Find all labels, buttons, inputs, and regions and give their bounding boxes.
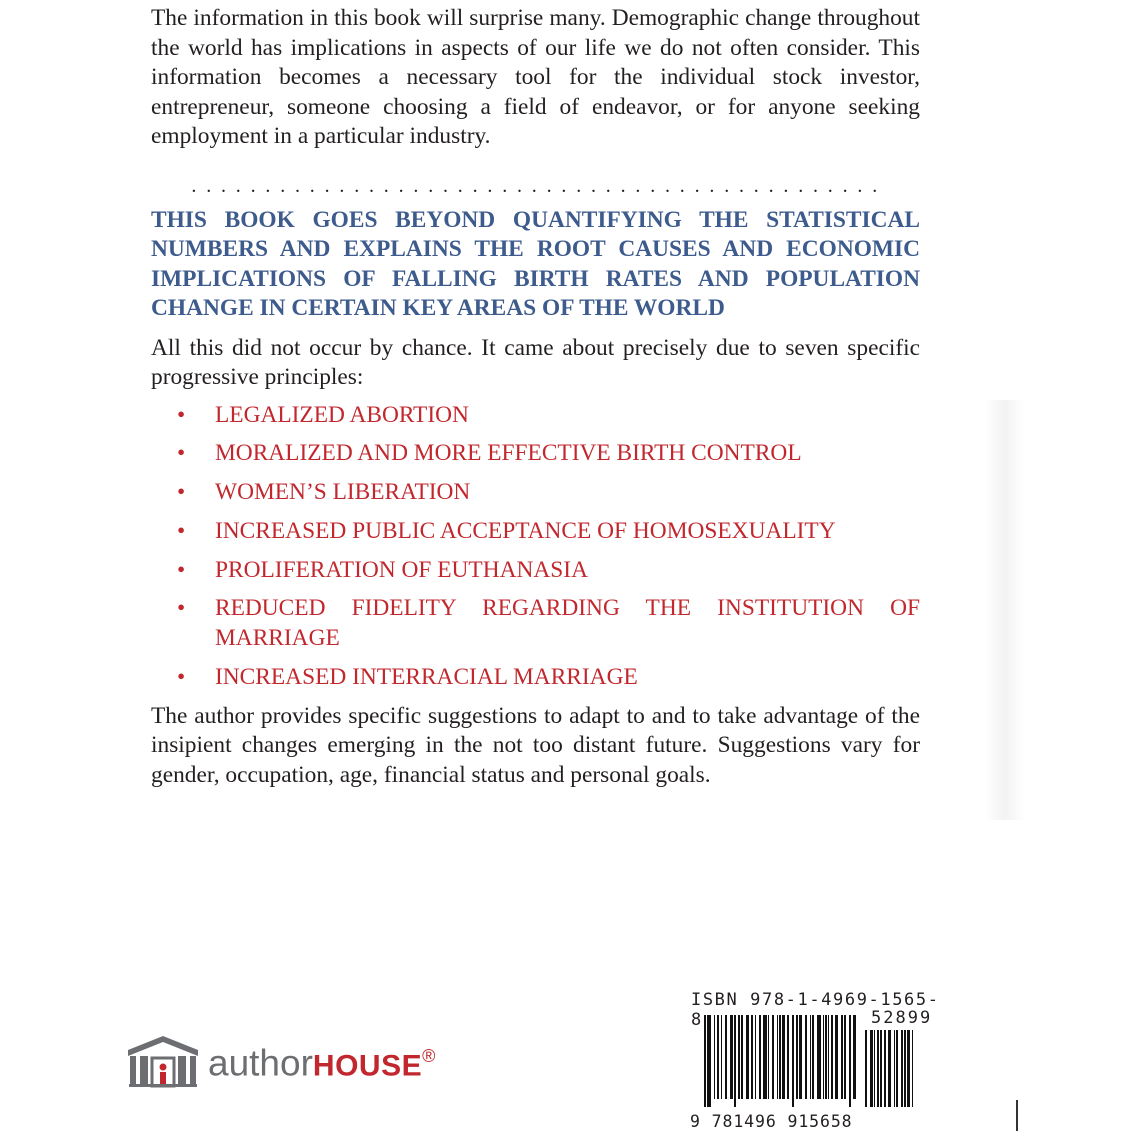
barcode-bar	[777, 1015, 778, 1099]
bullet-icon: •	[177, 517, 186, 544]
price-code: 52899	[871, 1008, 933, 1028]
barcode-bar	[805, 1015, 807, 1099]
barcode-bar	[888, 1030, 891, 1107]
page-edge-shadow	[985, 400, 1025, 820]
barcode-bar	[912, 1030, 913, 1107]
dotted-divider: . . . . . . . . . . . . . . . . . . . . . . . . . . . . . . . . . . . . . . . . . . . . . . .	[191, 175, 880, 196]
barcode-bar	[768, 1015, 769, 1099]
ean-number: 9 781496 915658	[690, 1112, 853, 1131]
barcode-bar	[707, 1015, 711, 1107]
barcode-bar	[782, 1015, 785, 1099]
logo-wordmark: authorHOUSE®	[208, 1042, 436, 1084]
barcode-bar	[763, 1015, 767, 1099]
barcode-bar	[828, 1015, 829, 1099]
barcode-bar	[721, 1015, 722, 1099]
barcode-bar	[730, 1015, 733, 1099]
list-item: • LEGALIZED ABORTION	[151, 401, 920, 431]
back-cover-text	[151, 4, 920, 790]
bullet-icon: •	[177, 595, 186, 622]
barcode-bar	[894, 1030, 895, 1107]
barcode-bar	[725, 1015, 727, 1099]
barcode-bar	[799, 1015, 802, 1099]
list-item: • INCREASED INTERRACIAL MARRIAGE	[151, 663, 920, 693]
bullet-icon: •	[177, 440, 186, 467]
bullet-icon: •	[177, 663, 186, 690]
barcode-bar	[884, 1030, 886, 1107]
bullet-icon: •	[177, 479, 186, 506]
barcode-bar	[717, 1015, 719, 1099]
house-icon	[126, 1034, 200, 1088]
barcode-bar	[741, 1015, 743, 1099]
barcode-bar	[825, 1015, 827, 1099]
barcode-bar	[880, 1030, 882, 1107]
bullet-icon: •	[177, 401, 186, 428]
addon-barcode	[865, 1030, 915, 1107]
barcode-bar	[907, 1030, 910, 1107]
barcode-bar	[787, 1015, 789, 1099]
list-item: • MORALIZED AND MORE EFFECTIVE BIRTH CONTROL	[151, 439, 920, 469]
barcode-bar	[812, 1015, 814, 1099]
barcode-bar	[841, 1015, 843, 1099]
barcode-bar	[796, 1015, 798, 1099]
intro-paragraph: All this did not occur by chance. It came about precisely due to seven specific progressive principles:	[151, 334, 920, 390]
isbn-label: ISBN 978-1-4969-1565-8	[691, 990, 940, 1030]
barcode-bar	[823, 1015, 824, 1099]
barcode-bar	[779, 1015, 781, 1099]
list-item: • PROLIFERATION OF EUTHANASIA	[151, 556, 920, 586]
headline: THIS BOOK GOES BEYOND QUANTIFYING THE STATISTICAL NUMBERS AND EXPLAINS THE ROOT CAUSES AND ECONOMIC IMPLICATIONS OF FALLING BIRTH RATES AND POPULATION CHANGE IN CERTAIN KEY AREAS OF THE WORLD	[151, 206, 920, 321]
authorhouse-logo	[126, 1034, 435, 1088]
barcode-bar	[865, 1030, 867, 1107]
barcode-bar	[874, 1030, 875, 1107]
list-item: • INCREASED PUBLIC ACCEPTANCE OF HOMOSEXUALITY	[151, 517, 920, 547]
barcode-bar	[746, 1015, 749, 1099]
barcode-bar	[751, 1015, 753, 1099]
barcode-bar	[738, 1015, 740, 1099]
barcode-bar	[870, 1030, 873, 1107]
bullet-icon: •	[177, 556, 186, 583]
barcode-bar	[901, 1030, 903, 1107]
barcode-bar	[759, 1015, 761, 1099]
barcode-bar	[896, 1030, 898, 1107]
barcode-bar	[704, 1015, 706, 1107]
barcode-bar	[831, 1015, 833, 1099]
barcode-bar	[877, 1030, 879, 1107]
list-item: • WOMEN’S LIBERATION	[151, 478, 920, 508]
top-paragraph: The information in this book will surprise many. Demographic change throughout the world has implications in aspects of our life we do not often consider. This information becomes a necessary tool for the individual stock investor, entrepreneur, someone choosing a field of endeavor, or for anyone seeking employment in a particular industry.	[151, 5, 920, 149]
barcode-bar	[844, 1015, 846, 1099]
barcode-bar	[772, 1015, 774, 1099]
barcode-bar	[714, 1015, 715, 1099]
list-item: • REDUCED FIDELITY REGARDING THE INSTITUTION OF MARRIAGE	[177, 595, 920, 651]
barcode-bar	[853, 1015, 856, 1099]
barcode-bar	[792, 1015, 794, 1107]
barcode-bar	[849, 1015, 851, 1107]
barcode-bar	[810, 1015, 811, 1099]
principles-list	[151, 401, 920, 693]
barcode-bar	[835, 1015, 838, 1099]
trim-mark	[1016, 1100, 1018, 1131]
barcode-bar	[904, 1030, 906, 1107]
barcode-bar	[734, 1015, 736, 1107]
barcode-bar	[755, 1015, 756, 1099]
closing-paragraph: The author provides specific suggestions to adapt to and to take advantage of the insipient changes emerging in the not too distant future. Suggestions vary for gender, occupation, age, financial status and personal goals.	[151, 702, 920, 788]
ean-barcode	[704, 1015, 856, 1107]
barcode-bar	[817, 1015, 821, 1099]
